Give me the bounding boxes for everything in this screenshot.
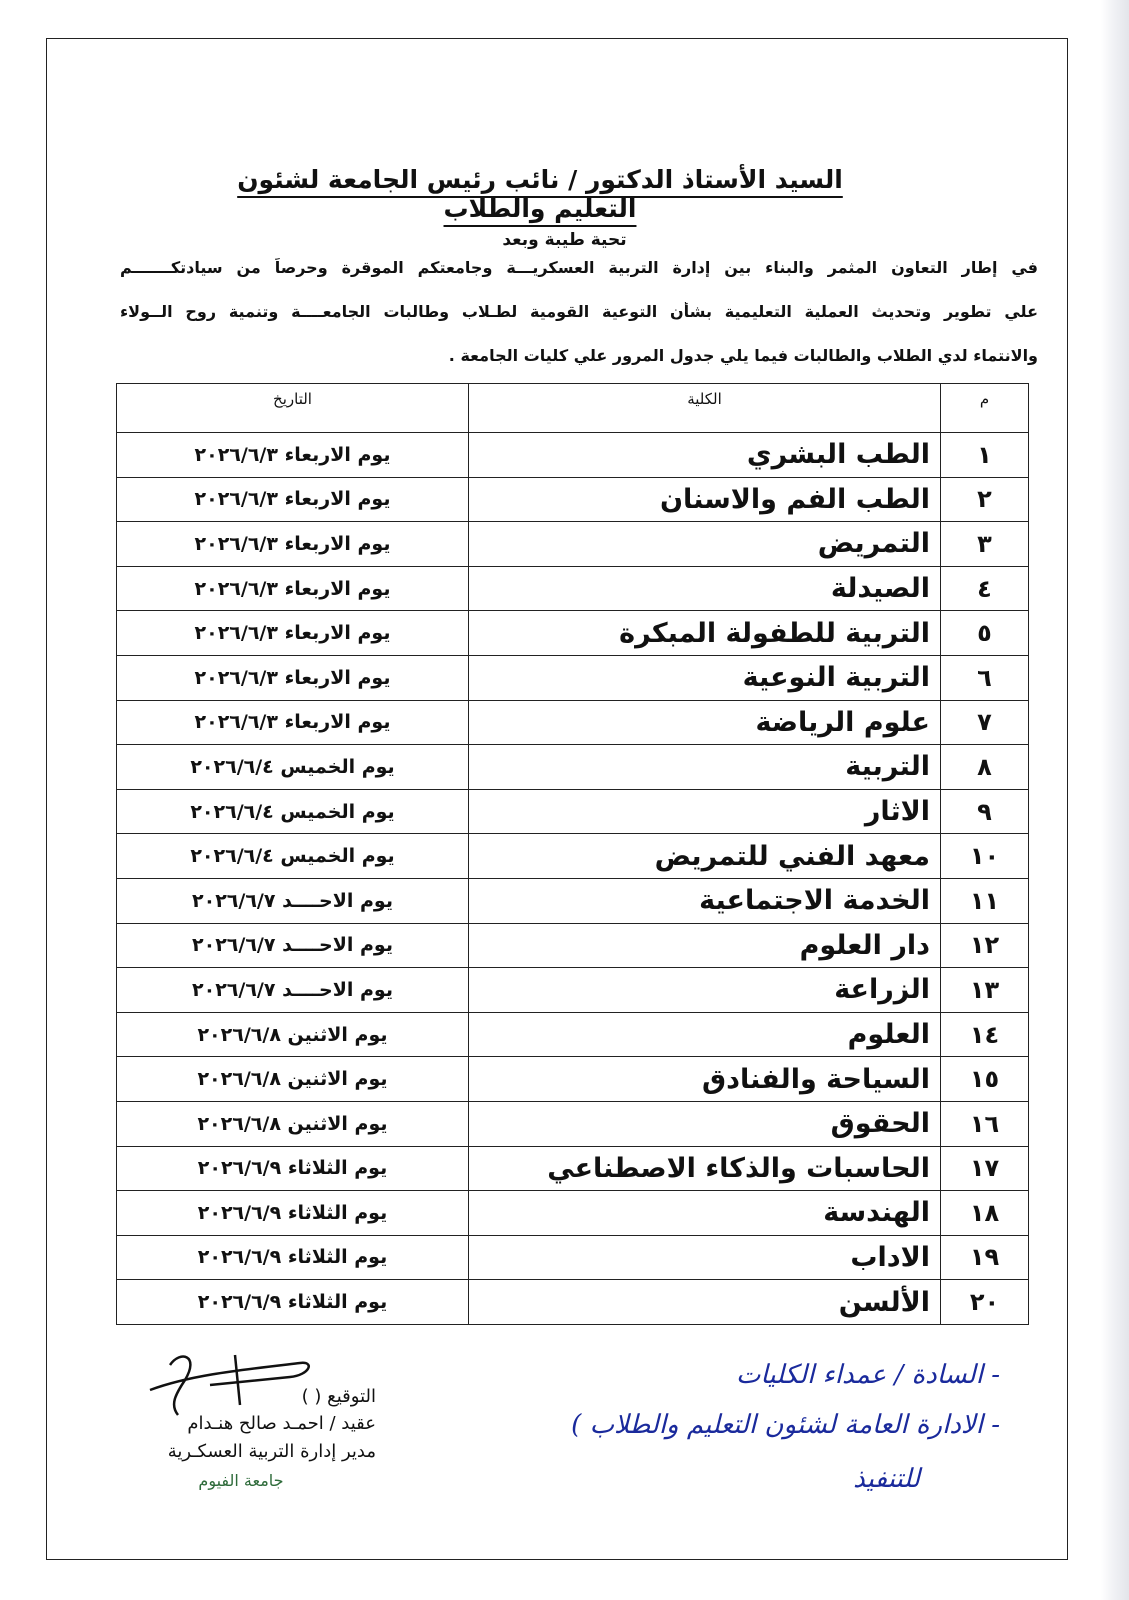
table-row	[117, 923, 1029, 968]
table-row	[117, 968, 1029, 1013]
visit-date: يوم الاثنين ٢٠٢٦/٦/٨	[117, 1057, 469, 1102]
signatory-organization: جامعة الفيوم	[198, 1471, 284, 1490]
table-row	[117, 1012, 1029, 1057]
visit-date: يوم الاربعاء ٢٠٢٦/٦/٣	[117, 566, 469, 611]
table-row	[117, 1101, 1029, 1146]
table-row	[117, 655, 1029, 700]
handwritten-line: - السادة / عمداء الكليات	[735, 1360, 1000, 1390]
row-number: ١٧	[941, 1146, 1029, 1191]
row-number: ١	[941, 433, 1029, 478]
signature-label: التوقيع ( )	[301, 1386, 376, 1407]
visit-date: يوم الاربعاء ٢٠٢٦/٦/٣	[117, 700, 469, 745]
row-number: ١٢	[941, 923, 1029, 968]
faculty-name: الحقوق	[469, 1101, 941, 1146]
table-row	[117, 834, 1029, 879]
table-row	[117, 477, 1029, 522]
faculty-name: الاداب	[469, 1235, 941, 1280]
visit-date: يوم الاربعاء ٢٠٢٦/٦/٣	[117, 522, 469, 567]
row-number: ٩	[941, 789, 1029, 834]
greeting: تحية طيبة وبعد	[502, 230, 627, 250]
addressee: السيد الأستاذ الدكتور / نائب رئيس الجامعة لشئون التعليم والطلاب	[237, 165, 843, 223]
intro-line: في إطار التعاون المثمر والبناء بين إدارة التربية العسكريـــة وجامعتكم الموقرة وحرصاً من سيادتكـــــــم	[120, 258, 1038, 277]
row-number: ٢٠	[941, 1280, 1029, 1325]
table-row	[117, 745, 1029, 790]
table-header-row	[117, 384, 1029, 433]
faculty-name: الألسن	[469, 1280, 941, 1325]
faculty-name: السياحة والفنادق	[469, 1057, 941, 1102]
row-number: ٦	[941, 655, 1029, 700]
faculty-name: معهد الفني للتمريض	[469, 834, 941, 879]
visit-date: يوم الاثنين ٢٠٢٦/٦/٨	[117, 1012, 469, 1057]
row-number: ٥	[941, 611, 1029, 656]
visit-date: يوم الخميس ٢٠٢٦/٦/٤	[117, 745, 469, 790]
row-number: ١٠	[941, 834, 1029, 879]
header-num: م	[941, 384, 1029, 433]
faculty-name: الطب البشري	[469, 433, 941, 478]
visit-date: يوم الاربعاء ٢٠٢٦/٦/٣	[117, 655, 469, 700]
row-number: ١٨	[941, 1191, 1029, 1236]
handwritten-line: - الادارة العامة لشئون التعليم والطلاب )	[571, 1410, 1000, 1440]
faculty-name: الخدمة الاجتماعية	[469, 878, 941, 923]
intro-line: علي تطوير وتحديث العملية التعليمية بشأن التوعية القومية لطـلاب وطالبات الجامعــــة وتنمية روح الــولاء	[120, 302, 1038, 321]
header-faculty: الكلية	[469, 384, 941, 433]
table-row	[117, 789, 1029, 834]
row-number: ١٦	[941, 1101, 1029, 1146]
row-number: ١٥	[941, 1057, 1029, 1102]
faculty-name: علوم الرياضة	[469, 700, 941, 745]
table-row	[117, 611, 1029, 656]
row-number: ٨	[941, 745, 1029, 790]
visit-date: يوم الثلاثاء ٢٠٢٦/٦/٩	[117, 1146, 469, 1191]
faculty-name: التربية للطفولة المبكرة	[469, 611, 941, 656]
faculty-name: التربية النوعية	[469, 655, 941, 700]
faculty-name: الطب الفم والاسنان	[469, 477, 941, 522]
table-row	[117, 1057, 1029, 1102]
visit-date: يوم الثلاثاء ٢٠٢٦/٦/٩	[117, 1280, 469, 1325]
intro-line: والانتماء لدي الطلاب والطالبات فيما يلي جدول المرور علي كليات الجامعة .	[448, 346, 1038, 365]
visit-date: يوم الاثنين ٢٠٢٦/٦/٨	[117, 1101, 469, 1146]
visit-date: يوم الثلاثاء ٢٠٢٦/٦/٩	[117, 1191, 469, 1236]
table-row	[117, 522, 1029, 567]
visit-date: يوم الاحــــد ٢٠٢٦/٦/٧	[117, 968, 469, 1013]
schedule-table	[116, 383, 1029, 1325]
row-number: ١٩	[941, 1235, 1029, 1280]
handwritten-note	[420, 1352, 1000, 1522]
faculty-name: العلوم	[469, 1012, 941, 1057]
row-number: ١١	[941, 878, 1029, 923]
row-number: ٢	[941, 477, 1029, 522]
signatory-name: عقيد / احمـد صالح هنـدام	[187, 1413, 376, 1434]
visit-date: يوم الاربعاء ٢٠٢٦/٦/٣	[117, 433, 469, 478]
table-row	[117, 433, 1029, 478]
row-number: ١٤	[941, 1012, 1029, 1057]
table-row	[117, 878, 1029, 923]
table-row	[117, 700, 1029, 745]
row-number: ٤	[941, 566, 1029, 611]
header-date: التاريخ	[117, 384, 469, 433]
signatory-title: مدير إدارة التربية العسكـرية	[167, 1441, 376, 1462]
row-number: ٣	[941, 522, 1029, 567]
visit-date: يوم الاحــــد ٢٠٢٦/٦/٧	[117, 878, 469, 923]
faculty-name: التمريض	[469, 522, 941, 567]
visit-date: يوم الثلاثاء ٢٠٢٦/٦/٩	[117, 1235, 469, 1280]
table-row	[117, 1146, 1029, 1191]
faculty-name: الهندسة	[469, 1191, 941, 1236]
faculty-name: التربية	[469, 745, 941, 790]
faculty-name: الاثار	[469, 789, 941, 834]
table-row	[117, 1191, 1029, 1236]
row-number: ٧	[941, 700, 1029, 745]
table-row	[117, 566, 1029, 611]
faculty-name: الحاسبات والذكاء الاصطناعي	[469, 1146, 941, 1191]
table-row	[117, 1280, 1029, 1325]
faculty-name: الصيدلة	[469, 566, 941, 611]
faculty-name: الزراعة	[469, 968, 941, 1013]
visit-date: يوم الخميس ٢٠٢٦/٦/٤	[117, 834, 469, 879]
visit-date: يوم الاحــــد ٢٠٢٦/٦/٧	[117, 923, 469, 968]
table-row	[117, 1235, 1029, 1280]
visit-date: يوم الاربعاء ٢٠٢٦/٦/٣	[117, 477, 469, 522]
row-number: ١٣	[941, 968, 1029, 1013]
visit-date: يوم الاربعاء ٢٠٢٦/٦/٣	[117, 611, 469, 656]
handwritten-line: للتنفيذ	[853, 1464, 920, 1494]
visit-date: يوم الخميس ٢٠٢٦/٦/٤	[117, 789, 469, 834]
faculty-name: دار العلوم	[469, 923, 941, 968]
